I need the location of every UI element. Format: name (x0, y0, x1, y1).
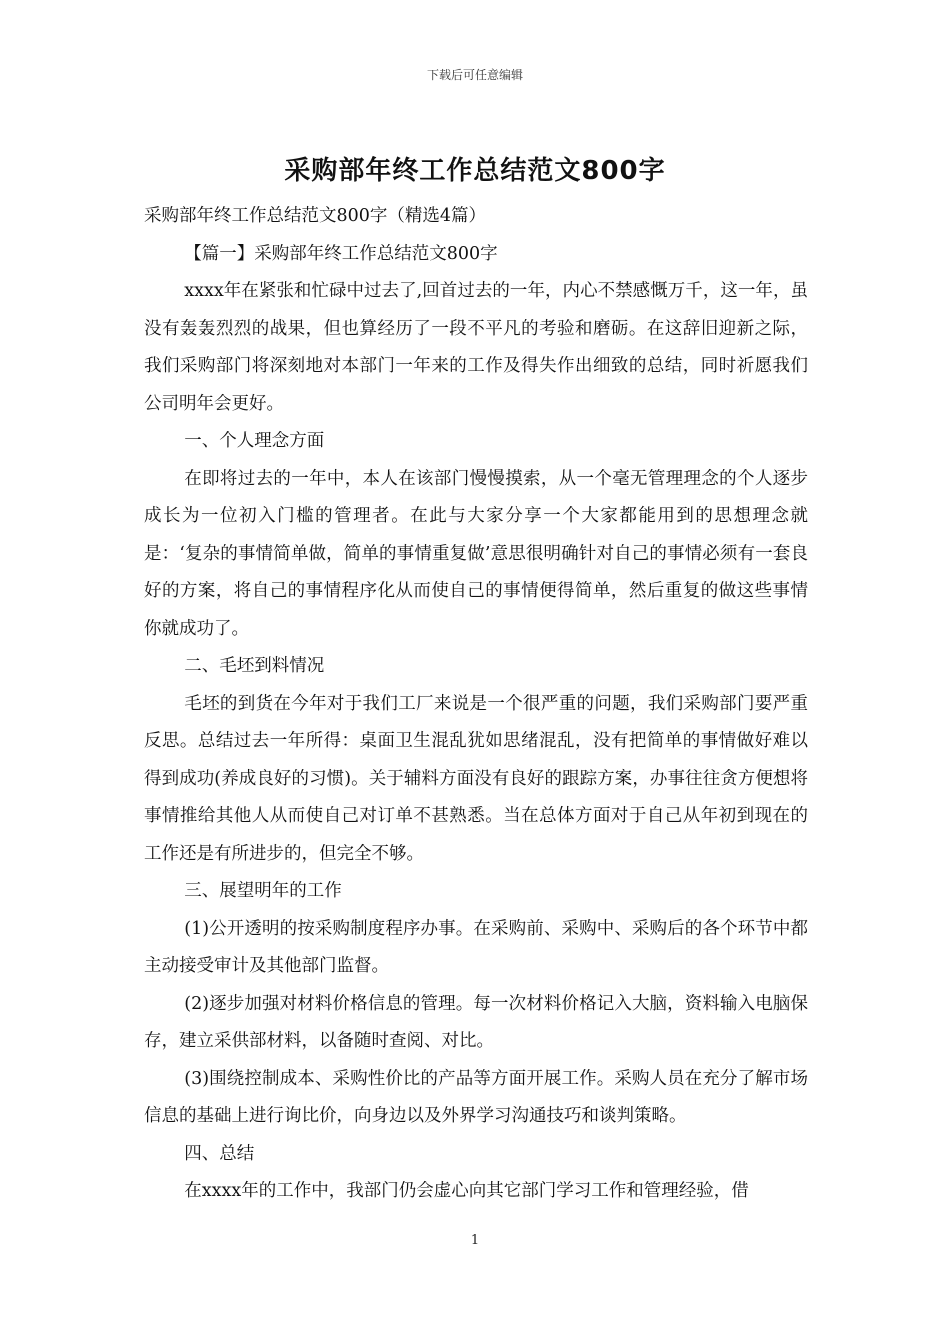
subtitle: 采购部年终工作总结范文800字（精选4篇） (144, 206, 487, 226)
paragraph-blank-delivery: 毛坯的到货在今年对于我们工厂来说是一个很严重的问题，我们采购部门要严重反思。总结过去一年所得：桌面卫生混乱犹如思绪混乱，没有把简单的事情做好难以得到成功(养成良好的习惯)。关于辅料方面没有良好的跟踪方案，办事往往贪方便想将事情推给其他人从而使自己对订单不甚熟悉。当在总体方面对于自己从年初到现在的工作还是有所进步的，但完全不够。 (144, 693, 808, 864)
section-heading-4: 四、总结 (184, 1143, 255, 1164)
section-heading-2: 二、毛坯到料情况 (184, 656, 325, 676)
page-number: 1 (470, 1233, 480, 1248)
document-title: 采购部年终工作总结范文800字 (284, 156, 666, 186)
paragraph-summary: 在xxxx年的工作中，我部门仍会虚心向其它部门学习工作和管理经验，借 (184, 1181, 749, 1201)
paragraph-intro: xxxx年在紧张和忙碌中过去了,回首过去的一年，内心不禁感慨万千，这一年，虽没有轰轰烈烈的战果，但也算经历了一段不平凡的考验和磨砺。在这辞旧迎新之际，我们采购部门将深刻地对本部门一年来的工作及得失作出细致的总结，同时祈愿我们公司明年会更好。 (144, 281, 808, 414)
list-item-2: (2)逐步加强对材料价格信息的管理。每一次材料价格记入大脑，资料输入电脑保存，建立采供部材料，以备随时查阅、对比。 (144, 993, 808, 1051)
section-heading-1: 一、个人理念方面 (184, 431, 325, 451)
header-note: 下载后可任意编辑 (426, 68, 523, 82)
section-heading-part-one: 【篇一】采购部年终工作总结范文800字 (184, 243, 498, 264)
list-item-3: (3)围绕控制成本、采购性价比的产品等方面开展工作。采购人员在充分了解市场信息的基础上进行询比价，向身边以及外界学习沟通技巧和谈判策略。 (144, 1068, 808, 1126)
paragraph-personal-philosophy: 在即将过去的一年中，本人在该部门慢慢摸索，从一个毫无管理理念的个人逐步成长为一位初入门槛的管理者。在此与大家分享一个大家都能用到的思想理念就是：‘复杂的事情简单做，简单的事情重复做’意思很明确针对自己的事情必须有一套良好的方案，将自己的事情程序化从而使自己的事情便得简单，然后重复的做这些事情你就成功了。 (144, 468, 808, 639)
section-heading-3: 三、展望明年的工作 (184, 881, 342, 901)
document-body (144, 198, 808, 1211)
list-item-1: (1)公开透明的按采购制度程序办事。在采购前、采购中、采购后的各个环节中都主动接受审计及其他部门监督。 (144, 918, 808, 976)
